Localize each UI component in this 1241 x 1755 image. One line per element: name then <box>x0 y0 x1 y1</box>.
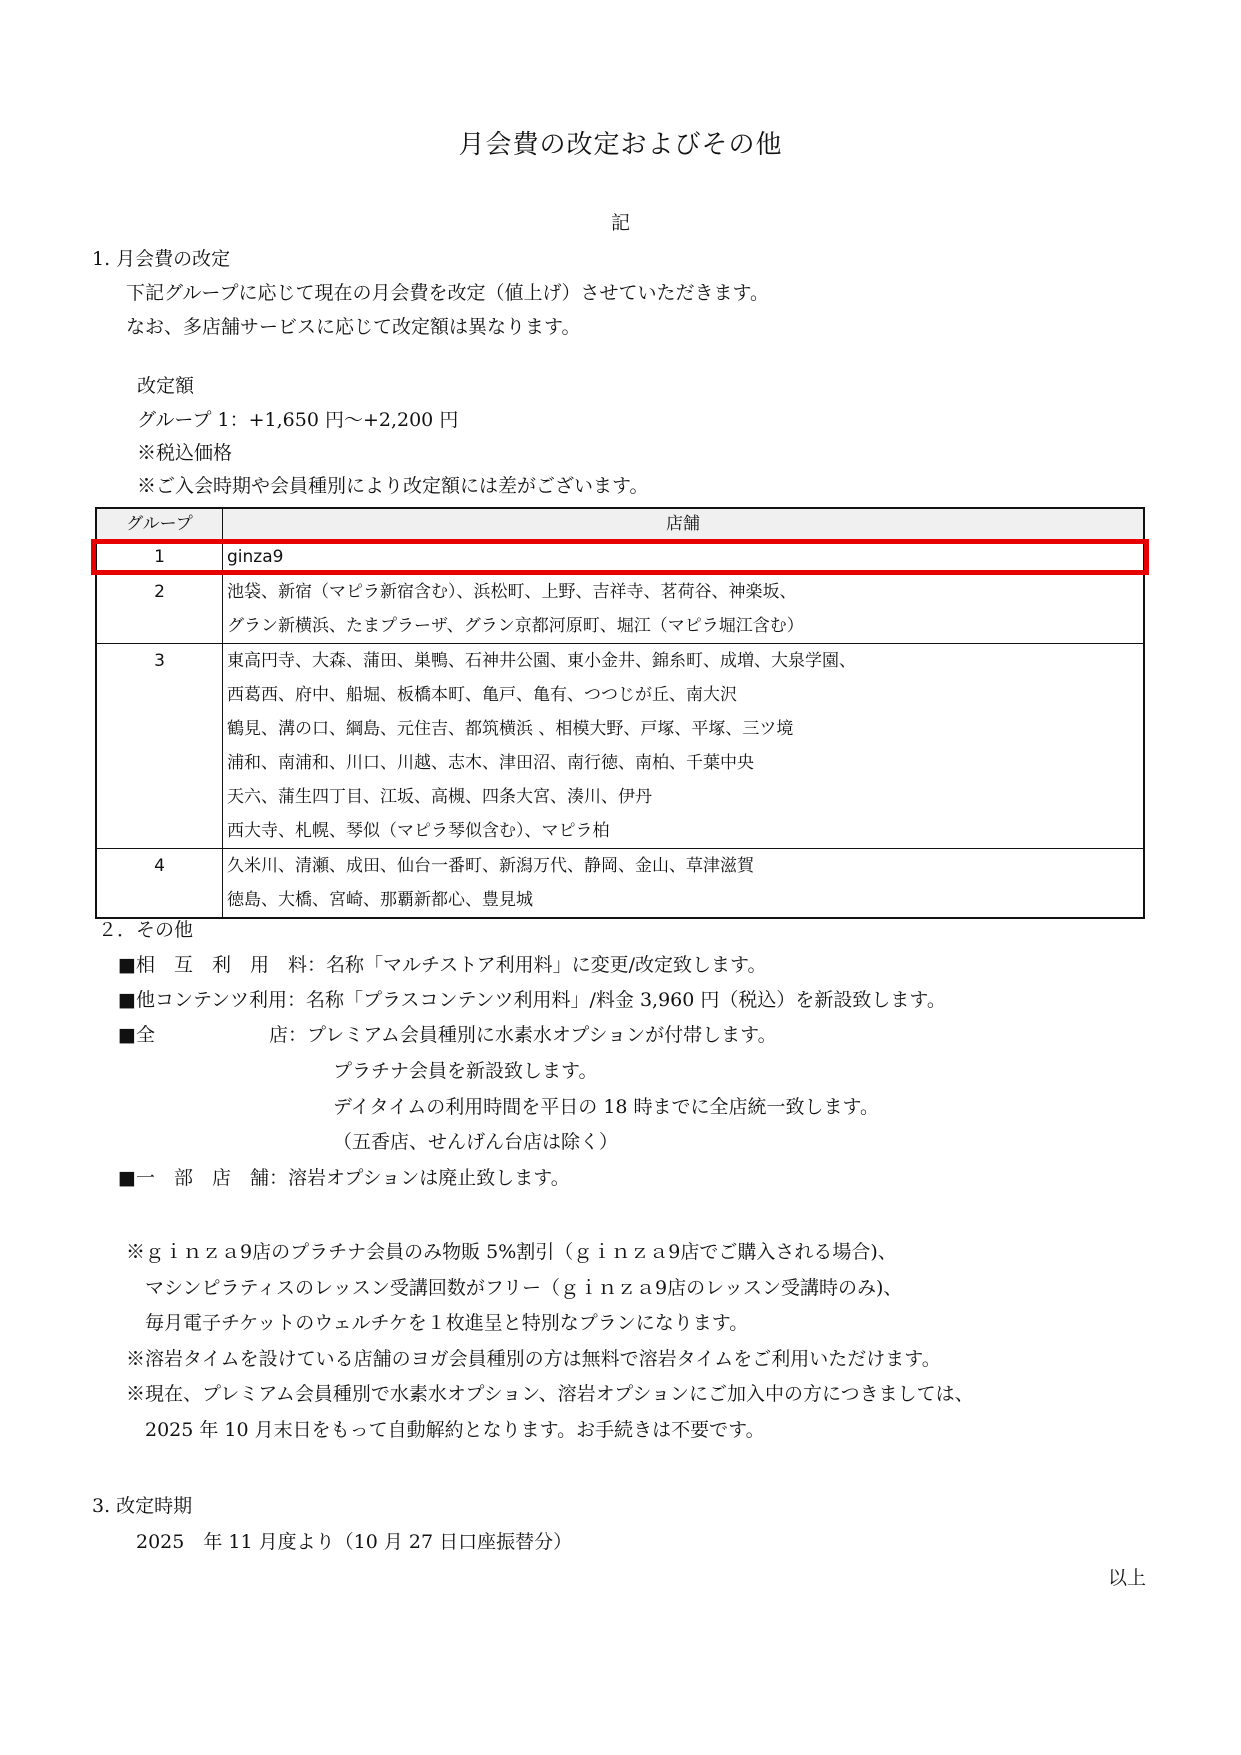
store-line: 池袋、新宿（マピラ新宿含む）、浜松町、上野、吉祥寺、茗荷谷、神楽坂、 <box>227 582 797 602</box>
amount-label: 改定額 <box>137 375 195 397</box>
store-line: 久米川、清瀬、成田、仙台一番町、新潟万代、静岡、金山、草津滋賀 <box>227 856 754 876</box>
all-stores-line-3: デイタイムの利用時間を平日の 18 時までに全店統一致します。 <box>333 1096 880 1118</box>
store-line: グラン新横浜、たまプラーザ、グラン京都河原町、堀江（マピラ堀江含む） <box>227 616 804 636</box>
store-line: 西大寺、札幌、琴似（マピラ琴似含む）、マピラ柏 <box>227 821 610 841</box>
other-item-mutual-use <box>118 953 767 977</box>
section3-heading: 3. 改定時期 <box>92 1495 193 1517</box>
ki-marker: 記 <box>610 212 630 234</box>
table-header-row <box>97 509 1143 539</box>
revision-date: 2025 年 11 月度より（10 月 27 日口座振替分） <box>136 1531 573 1553</box>
tax-note: ※税込価格 <box>137 442 233 464</box>
header-group: グループ <box>97 509 223 539</box>
note-line: ※溶岩タイムを設けている店舗のヨガ会員種別の方は無料で溶岩タイムをご利用いただけます。 <box>126 1348 941 1370</box>
store-group-table <box>95 507 1145 919</box>
store-line: 鶴見、溝の口、綱島、元住吉、都筑横浜 、相模大野、戸塚、平塚、三ツ境 <box>227 719 794 739</box>
group-number: 4 <box>154 856 165 876</box>
item-label: ■他コンテンツ利用： <box>118 989 307 1011</box>
all-stores-line-2: プラチナ会員を新設致します。 <box>333 1060 598 1082</box>
item-text: 溶岩オプションは廃止致します。 <box>287 1167 570 1189</box>
closing-ijou: 以上 <box>1107 1567 1146 1589</box>
difference-note: ※ご入会時期や会員種別により改定額には差がございます。 <box>137 475 649 497</box>
group-number: 1 <box>154 547 165 567</box>
note-line: 2025 年 10 月末日をもって自動解約となります。お手続きは不要です。 <box>126 1419 765 1441</box>
section1-line-2: なお、多店舗サービスに応じて改定額は異なります。 <box>126 316 581 338</box>
document-title: 月会費の改定およびその他 <box>458 130 783 160</box>
store-line: 浦和、南浦和、川口、川越、志木、津田沼、南行徳、南柏、千葉中央 <box>227 753 754 773</box>
section1-heading: 1. 月会費の改定 <box>92 248 231 270</box>
item-label: ■全 店： <box>118 1024 307 1046</box>
item-text: プレミアム会員種別に水素水オプションが付帯します。 <box>306 1024 777 1046</box>
table-row <box>97 574 1143 643</box>
section1-line-1: 下記グループに応じて現在の月会費を改定（値上げ）させていただきます。 <box>126 282 769 304</box>
item-label: ■相 互 利 用 料： <box>118 954 326 976</box>
table-row <box>97 848 1143 917</box>
amount-value: グループ 1：+1,650 円～+2,200 円 <box>137 409 459 431</box>
note-line: マシンピラティスのレッスン受講回数がフリー（ｇｉｎｚａ9店のレッスン受講時のみ)、 <box>126 1277 903 1299</box>
other-item-contents <box>118 988 946 1012</box>
note-line: 毎月電子チケットのウェルチケを１枚進呈と特別なプランになります。 <box>126 1312 749 1334</box>
header-stores: 店舗 <box>666 514 700 534</box>
other-item-all-stores <box>118 1023 777 1047</box>
store-line: 西葛西、府中、船堀、板橋本町、亀戸、亀有、つつじが丘、南大沢 <box>227 685 737 705</box>
store-line: 東高円寺、大森、蒲田、巣鴨、石神井公園、東小金井、錦糸町、成増、大泉学園、 <box>227 651 856 671</box>
item-label: ■一 部 店 舗： <box>118 1167 288 1189</box>
note-line: ※現在、プレミアム会員種別で水素水オプション、溶岩オプションにご加入中の方につきましては、 <box>126 1383 974 1405</box>
note-line: ※ｇｉｎｚａ9店のプラチナ会員のみ物販 5%割引（ｇｉｎｚａ9店でご購入される場合)、 <box>126 1241 897 1263</box>
other-item-some-stores <box>118 1166 570 1190</box>
group-number: 2 <box>154 582 165 602</box>
table-row <box>97 643 1143 848</box>
group-number: 3 <box>154 651 165 671</box>
store-line: 徳島、大橋、宮崎、那覇新都心、豊見城 <box>227 890 533 910</box>
store-line: 天六、蒲生四丁目、江坂、高槻、四条大宮、湊川、伊丹 <box>227 787 652 807</box>
store-line: ginza9 <box>227 547 284 567</box>
item-text: 名称「マルチストア利用料」に変更/改定致します。 <box>325 954 767 976</box>
table-row <box>97 539 1143 574</box>
all-stores-line-4: （五香店、せんげん台店は除く） <box>333 1131 619 1153</box>
item-text: 名称「プラスコンテンツ利用料」/料金 3,960 円（税込）を新設致します。 <box>306 989 946 1011</box>
section2-heading: ２．その他 <box>98 919 194 941</box>
